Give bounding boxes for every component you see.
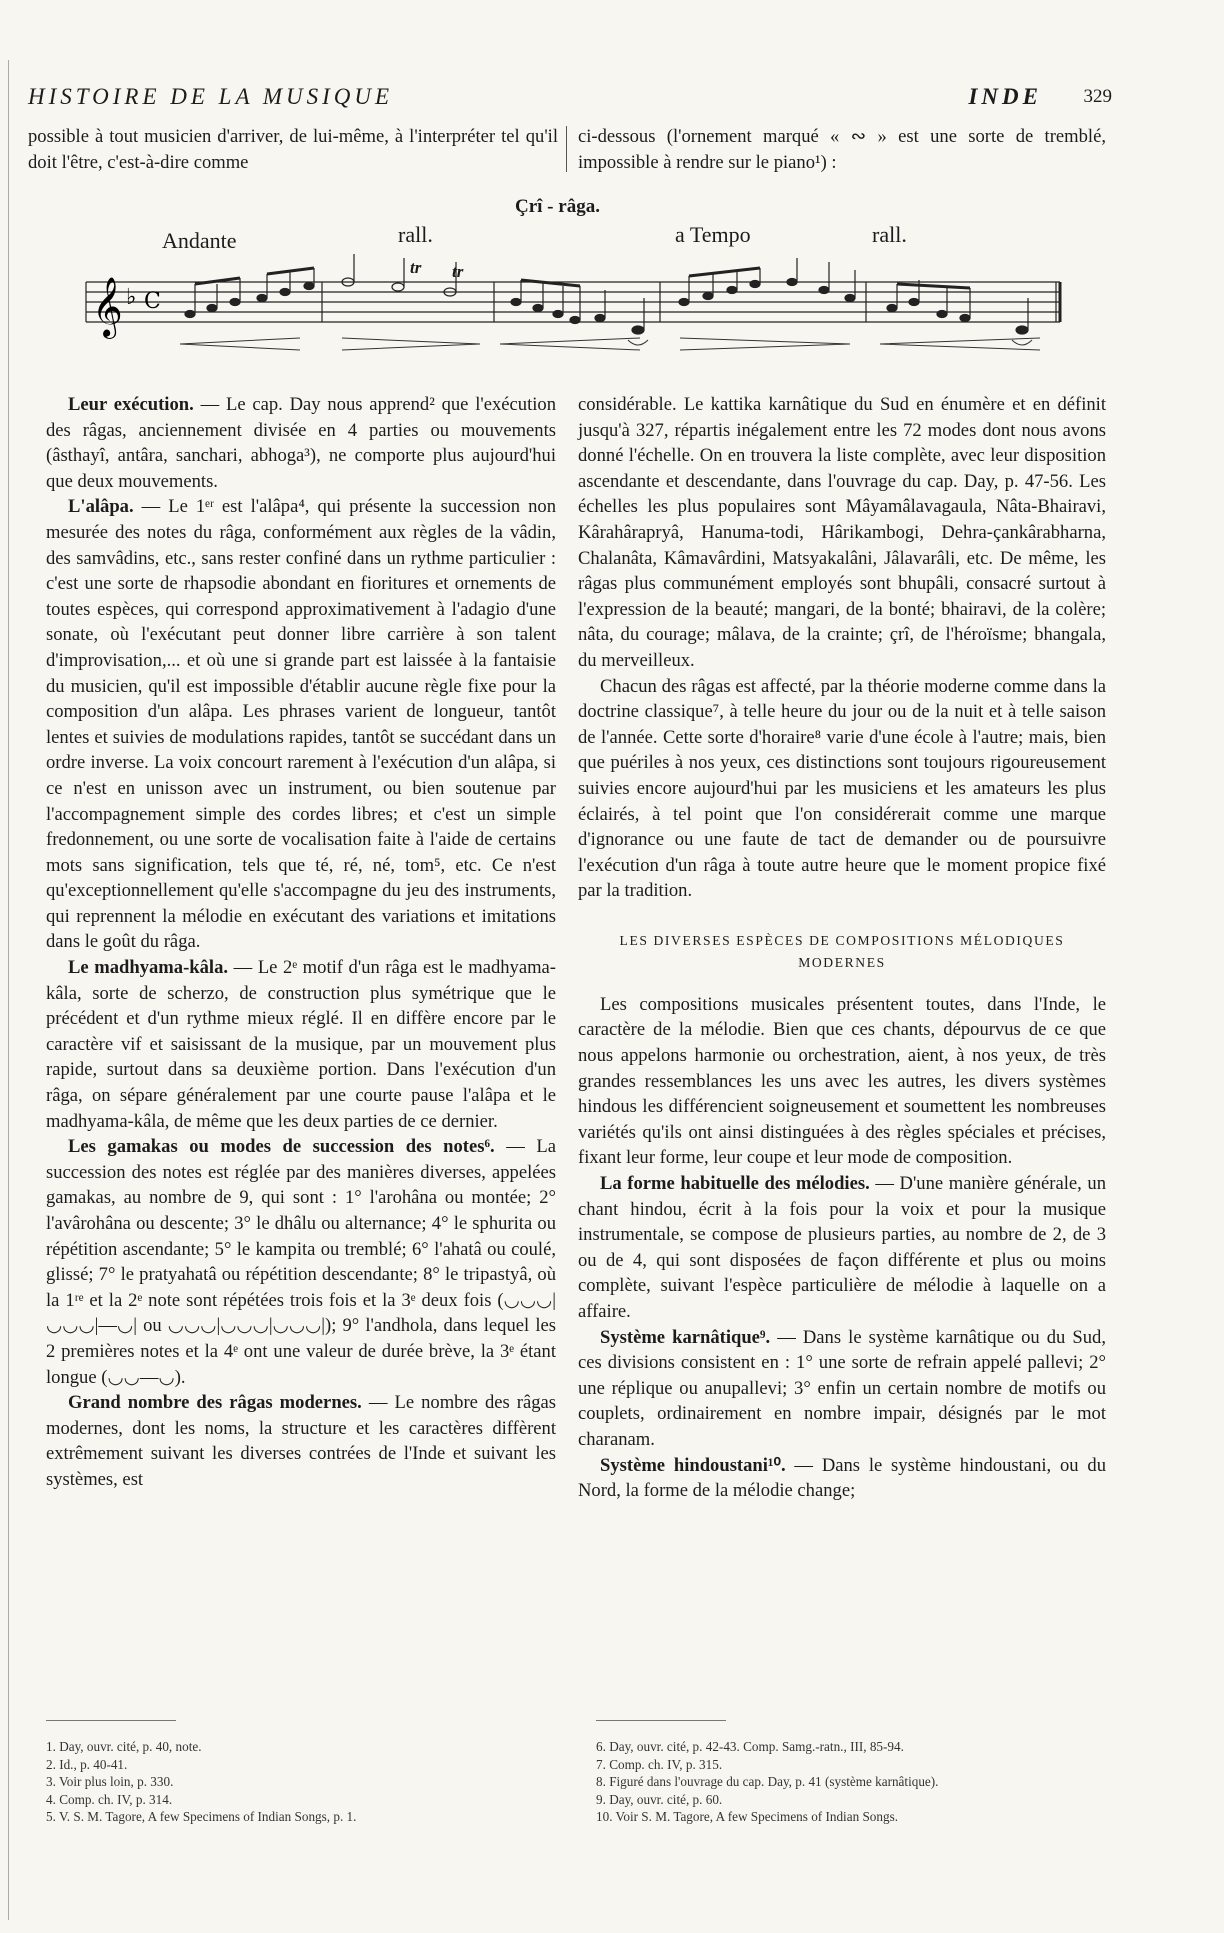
footnote: 9. Day, ouvr. cité, p. 60. (596, 1791, 723, 1807)
raga-title: Çrî - râga. (515, 196, 600, 217)
trill-mark-1: tr (410, 258, 422, 277)
column-divider (566, 126, 567, 172)
paragraph-gamakas: — La succession des notes est réglée par des manières diverses, appelées gamakas, au nombre de 9, qui sont : 1° l'arohâna ou montée; 2° l'avârohâna ou descente; 3° le dhâlu ou alternance; 4° le sphurita ou répétition ascendante; 5° le kampita ou tremblé; 6° l'ahatâ ou coulé, glissé; 7° le pratyahatâ ou répétition descendante; 8° le tripastyâ, où la 1ʳᵉ et la 2ᵉ note sont répétées trois fois et la 3ᵉ deux fois (◡◡◡|◡◡◡|—◡| ou ◡◡◡|◡◡◡|◡◡◡|); 9° l'andhola, dans lequel les 2 premières notes et la 4ᵉ ont une valeur de durée brève, la 3ᵉ étant longue (◡◡—◡). (46, 1136, 556, 1388)
tempo-a-tempo: a Tempo (675, 222, 751, 247)
footnote-rule-left (46, 1720, 176, 1721)
staff-svg (80, 190, 1070, 370)
heading-execution: Leur exécution. (68, 394, 194, 415)
heading-systeme-karnatique: Système karnâtique⁹. (600, 1326, 771, 1348)
intro-right (578, 124, 1106, 175)
svg-text:♭: ♭ (126, 285, 137, 310)
intro-left-text: possible à tout musicien d'arriver, de lui-même, à l'interpréter tel qu'il doit l'être, c'est-à-dire comme (28, 126, 558, 173)
intro-right-text: ci-dessous (l'ornement marqué « ∾ » est une sorte de tremblé, impossible à rendre sur le piano¹) : (578, 126, 1106, 173)
footnote: 10. Voir S. M. Tagore, A few Specimens of Indian Songs. (596, 1809, 899, 1825)
header-section: INDE (968, 84, 1042, 109)
paragraph-forme-habituelle: — D'une manière générale, un chant hindou, écrit à la fois pour la voix et pour la musique instrumentale, se compose de plusieurs parties, au nombre de 2, de 3 ou de 4, qui sont disposées de façon différente et plus ou moins complète, suivant l'espèce particulière de mélodie à laquelle on a affaire. (578, 1173, 1107, 1322)
footnote: 6. Day, ouvr. cité, p. 42-43. Comp. Samg.-ratn., III, 85-94. (596, 1739, 904, 1754)
margin-rule (8, 60, 9, 1920)
header-title: HISTOIRE DE LA MUSIQUE (28, 84, 394, 109)
tempo-rall-2: rall. (872, 222, 907, 247)
heading-ragas-modernes: Grand nombre des râgas modernes. (68, 1392, 362, 1414)
paragraph-madhyama-kala: — Le 2ᵉ motif d'un râga est le madhyama-kâla, sorte de scherzo, de construction plus symétrique que le précédent et d'un rythme mieux réglé. Il en diffère encore par le caractère vif et saisissant de la musique, par un mouvement plus rapide, surtout dans sa deuxième portion. Dans l'exécution d'un râga, on sépare généralement par une courte pause l'alâpa et le madhyama-kâla, de même que les deux parties de ce dernier. (46, 957, 557, 1132)
paragraph-ragas-modernes: — Le nombre des râgas modernes, dont les noms, la structure et les caractères diffèrent extrêmement suivant les diverses contrées de l'Inde et suivant les systèmes, est (46, 1392, 556, 1490)
treble-clef: 𝄞 (92, 277, 123, 337)
heading-forme-habituelle: La forme habituelle des mélodies. (600, 1173, 870, 1195)
footnotes-left (46, 1738, 546, 1826)
heading-alapa: L'alâpa. (68, 496, 134, 518)
right-column (578, 392, 1106, 1504)
heading-madhyama-kala: Le madhyama-kâla. (68, 957, 229, 979)
tempo-andante: Andante (162, 228, 237, 253)
trill-mark-2: tr (452, 262, 464, 281)
paragraph-horaire: Chacun des râgas est affecté, par la théorie moderne comme dans la doctrine classique⁷, à telle heure du jour ou de la nuit et à telle saison de l'année. Cette sorte d'horaire⁸ varie d'une école à l'autre; mais, bien que puériles à nos yeux, ces distinctions sont toujours rigoureusement suivies encore aujourd'hui par les musiciens et les amateurs les plus éclairés, à tel point que l'on considérerait comme une marque d'ignorance ou une faute de tact de demander ou de poursuivre l'exécution d'un râga à toute autre heure que le moment propice fixé par la tradition. (578, 675, 1106, 902)
paragraph-systeme-hindoustani: — Dans le système hindoustani, ou du Nord, la forme de la mélodie change; (578, 1454, 1106, 1502)
footnote-rule-right (596, 1720, 726, 1721)
paragraph-considerable: considérable. Le kattika karnâtique du Sud en énumère et en définit jusqu'à 327, répartis inégalement entre les 72 modes dont nous avons donné l'échelle. On en trouvera la liste complète, avec leur disposition ascendante et descendante, dans l'ouvrage du cap. Day, p. 47-56. Les échelles les plus populaires sont Mâyamâlavagaula, Nâta-Bhairavi, Kârahârapryâ, Hanuma-todi, Hârikambogi, Dehra-çankârabharna, Chalanâta, Kâmavârdini, Matsyakalâni, Jâlavarâli, etc. De même, les râgas plus communément employés sont bhupâli, consacré surtout à l'expression de la beauté; mangari, de la bonté; bhairavi, de la colère; nâta, du courage; mâlava, de la crainte; çrî, de l'héroïsme; bhangala, du merveilleux. (578, 394, 1106, 671)
footnote: 3. Voir plus loin, p. 330. (46, 1774, 174, 1790)
footnote: 4. Comp. ch. IV, p. 314. (46, 1791, 173, 1807)
paragraph-compositions: Les compositions musicales présentent toutes, dans l'Inde, le caractère de la mélodie. Bien que ces chants, dépourvus de ce que nous appelons harmonie ou orchestration, aient, à nos yeux, de très grandes ressemblances les uns avec les autres, les divers systèmes hindous les différencient soigneusement et soumettent les nombreuses variétés qu'ils ont ainsi distinguées à des règles spéciales et précises, fixant leur forme, leur coupe et leur mode de composition. (578, 993, 1106, 1169)
footnote: 2. Id., p. 40-41. (46, 1756, 128, 1772)
footnote: 5. V. S. M. Tagore, A few Specimens of Indian Songs, p. 1. (46, 1809, 357, 1825)
left-column (46, 392, 556, 1493)
footnote: 1. Day, ouvr. cité, p. 40, note. (46, 1739, 202, 1754)
heading-systeme-hindoustani: Système hindoustani¹⁰. (600, 1454, 786, 1476)
running-header (28, 84, 1112, 110)
heading-gamakas: Les gamakas ou modes de succession des notes⁶. (68, 1136, 495, 1158)
svg-text:C: C (144, 289, 161, 314)
page-number: 329 (1083, 86, 1112, 107)
intro-left (28, 124, 558, 175)
music-score (80, 190, 1070, 370)
section-title: LES DIVERSES ESPÈCES DE COMPOSITIONS MÉLODIQUES MODERNES (619, 932, 1065, 970)
paragraph-alapa: — Le 1ᵉʳ est l'alâpa⁴, qui présente la succession non mesurée des notes du râga, conformément aux règles de la vâdin, des samvâdins, etc., sans rester confiné dans un rythme particulier : c'est une sorte de rhapsodie abondant en fioritures et ornements de toutes espèces, qui correspond approximativement à l'adagio d'une sonate, où l'exécutant peut donner libre carrière à son talent d'improvisation,... et où une si grande part est laissée à la fantaisie du musicien, qu'il est impossible d'établir aucune règle fixe pour la composition d'un alâpa. Les phrases varient de longueur, tantôt lentes et suivies de modulations rapides, tantôt se succédant dans un ordre inverse. La voix concourt rarement à l'exécution d'un alâpa, si ce n'est en unisson avec un instrument, ou bien soutenue par l'accompagnement simple des cordes libres; et c'est un simple fredonnement, ou une sorte de vocalisation faite à l'aide de certains mots sans signification, tels que té, ré, né, tom⁵, etc. Ce n'est qu'exceptionnellement qu'elle s'accompagne du jeu des instruments, qui reprennent la mélodie en exécutant des variations et imitations dans le goût du râga. (46, 496, 556, 953)
paragraph-systeme-karnatique: — Dans le système karnâtique ou du Sud, ces divisions consistent en : 1° une sorte de refrain appelé pallevi; 2° une réplique ou anupallevi; 3° enfin un certain nombre de motifs ou couplets, ordinairement en nombre impair, désignés par le mot charanam. (578, 1326, 1106, 1450)
footnote: 8. Figuré dans l'ouvrage du cap. Day, p. 41 (système karnâtique). (596, 1774, 939, 1790)
tempo-rall-1: rall. (398, 222, 433, 247)
footnotes-right (596, 1738, 1116, 1826)
paragraph-execution: — Le cap. Day nous apprend² que l'exécution des râgas, anciennement divisée en 4 parties ou mouvements (âsthayî, antâra, sanchari, abhoga³), ne comporte plus aujourd'hui que deux mouvements. (46, 394, 557, 492)
footnote: 7. Comp. ch. IV, p. 315. (596, 1756, 723, 1772)
